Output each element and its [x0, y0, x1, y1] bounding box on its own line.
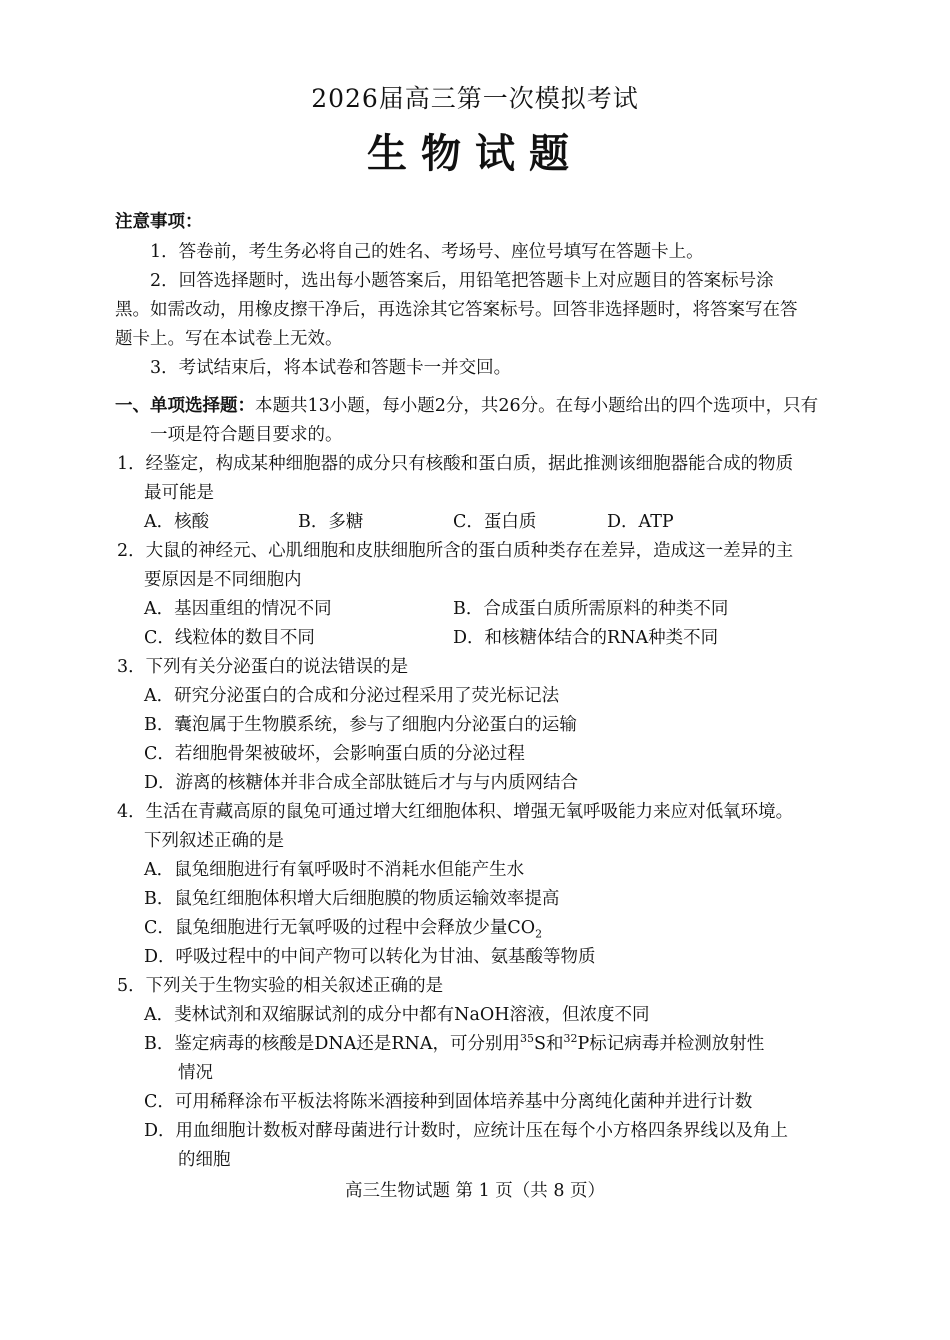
q5-option-d-cont: 的细胞 — [178, 1150, 231, 1170]
q3-option-c: C．若细胞骨架被破坏，会影响蛋白质的分泌过程 — [144, 744, 525, 764]
section-intro-text: 本题共13小题，每小题2分，共26分。在每小题给出的四个选项中，只有 — [255, 396, 819, 416]
isotope-mass-32: 32 — [563, 1032, 578, 1046]
q2-option-a: A．基因重组的情况不同 — [144, 599, 332, 619]
q5-option-b — [144, 1030, 764, 1058]
notice-item-2-cont: 题卡上。写在本试卷上无效。 — [115, 329, 343, 349]
exam-title: 2026届高三第一次模拟考试 — [311, 84, 639, 113]
question-3-stem: 3．下列有关分泌蛋白的说法错误的是 — [117, 657, 409, 677]
notice-item-2: 2．回答选择题时，选出每小题答案后，用铅笔把答题卡上对应题目的答案标号涂 — [150, 271, 774, 291]
q1-option-a: A．核酸 — [144, 512, 210, 532]
q4-option-b: B．鼠兔红细胞体积增大后细胞膜的物质运输效率提高 — [144, 889, 560, 909]
q5-option-b-text: B．鉴定病毒的核酸是DNA还是RNA，可分别用 — [144, 1034, 520, 1054]
q1-option-c: C．蛋白质 — [453, 512, 537, 532]
q3-option-b: B．囊泡属于生物膜系统，参与了细胞内分泌蛋白的运输 — [144, 715, 577, 735]
section-intro — [115, 392, 818, 420]
q4-option-c — [144, 914, 542, 942]
q4-option-c-text: C．鼠兔细胞进行无氧呼吸的过程中会释放少量CO — [144, 918, 536, 938]
section-intro-cont: 一项是符合题目要求的。 — [150, 425, 343, 445]
q4-option-a: A．鼠兔细胞进行有氧呼吸时不消耗水但能产生水 — [144, 860, 525, 880]
q4-option-d: D．呼吸过程中的中间产物可以转化为甘油、氨基酸等物质 — [144, 947, 596, 967]
q5-option-a: A．斐林试剂和双缩脲试剂的成分中都有NaOH溶液，但浓度不同 — [144, 1005, 650, 1025]
notice-item-2-cont: 黑。如需改动，用橡皮擦干净后，再选涂其它答案标号。回答非选择题时，将答案写在答 — [115, 300, 798, 320]
notice-heading: 注意事项： — [115, 212, 203, 232]
page-footer: 高三生物试题 第 1 页（共 8 页） — [344, 1181, 606, 1201]
q3-option-a: A．研究分泌蛋白的合成和分泌过程采用了荧光标记法 — [144, 686, 560, 706]
q5-option-b-text: S和 — [533, 1034, 564, 1054]
q5-option-d: D．用血细胞计数板对酵母菌进行计数时，应统计压在每个小方格四条界线以及角上 — [144, 1121, 789, 1141]
isotope-mass-35: 35 — [519, 1032, 534, 1046]
q2-option-b: B．合成蛋白质所需原料的种类不同 — [453, 599, 729, 619]
section-heading: 一、单项选择题： — [115, 396, 255, 416]
q2-option-c: C．线粒体的数目不同 — [144, 628, 315, 648]
question-2-stem: 2．大鼠的神经元、心肌细胞和皮肤细胞所含的蛋白质种类存在差异，造成这一差异的主 — [117, 541, 794, 561]
notice-item-3: 3．考试结束后，将本试卷和答题卡一并交回。 — [150, 358, 512, 378]
question-1-stem: 1．经鉴定，构成某种细胞器的成分只有核酸和蛋白质，据此推测该细胞器能合成的物质 — [117, 454, 794, 474]
subject-title: 生物试题 — [367, 130, 583, 177]
q5-option-b-cont: 情况 — [178, 1063, 213, 1083]
q3-option-d: D．游离的核糖体并非合成全部肽链后才与与内质网结合 — [144, 773, 579, 793]
question-4-stem: 4．生活在青藏高原的鼠兔可通过增大红细胞体积、增强无氧呼吸能力来应对低氧环境。 — [117, 802, 794, 822]
q1-option-b: B．多糖 — [298, 512, 364, 532]
question-4-stem-cont: 下列叙述正确的是 — [144, 831, 284, 851]
q1-option-d: D．ATP — [607, 512, 674, 532]
question-1-stem-cont: 最可能是 — [144, 483, 214, 503]
notice-item-1: 1．答卷前，考生务必将自己的姓名、考场号、座位号填写在答题卡上。 — [150, 242, 704, 262]
question-2-stem-cont: 要原因是不同细胞内 — [144, 570, 302, 590]
q5-option-b-text: P标记病毒并检测放射性 — [577, 1034, 765, 1054]
question-5-stem: 5．下列关于生物实验的相关叙述正确的是 — [117, 976, 444, 996]
subscript-2: 2 — [535, 927, 543, 941]
q2-option-d: D．和核糖体结合的RNA种类不同 — [453, 628, 719, 648]
q5-option-c: C．可用稀释涂布平板法将陈米酒接种到固体培养基中分离纯化菌种并进行计数 — [144, 1092, 753, 1112]
